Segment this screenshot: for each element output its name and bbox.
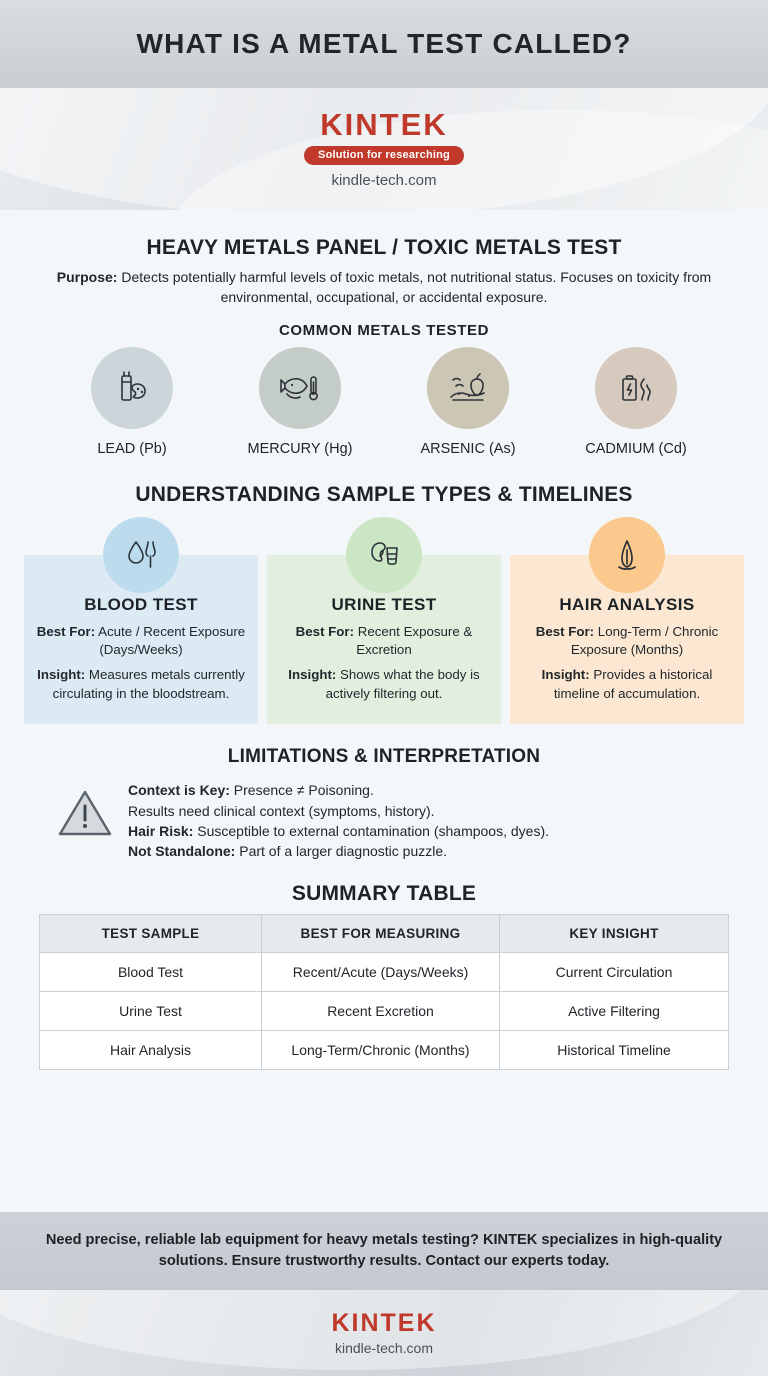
table-cell: Recent Excretion xyxy=(262,991,500,1030)
best-for-text: Long-Term / Chronic Exposure (Months) xyxy=(570,623,719,658)
sample-best-for xyxy=(277,623,491,660)
sample-name: HAIR ANALYSIS xyxy=(559,594,695,614)
footer-brand-name: KINTEK xyxy=(331,1309,437,1338)
panel-purpose xyxy=(22,268,746,308)
table-column-header: KEY INSIGHT xyxy=(500,914,729,952)
table-cell: Recent/Acute (Days/Weeks) xyxy=(262,952,500,991)
table-cell: Hair Analysis xyxy=(40,1030,262,1069)
blood-drop-icon xyxy=(103,517,179,593)
table-row xyxy=(40,991,729,1030)
table-row xyxy=(40,1030,729,1069)
limitations-text xyxy=(128,780,549,862)
panel-title: HEAVY METALS PANEL / TOXIC METALS TEST xyxy=(146,236,622,259)
insight-text: Shows what the body is actively filtering out. xyxy=(325,667,480,701)
brand-band xyxy=(0,88,768,210)
header-bar xyxy=(0,0,768,88)
footer-band xyxy=(0,1290,768,1376)
metals-row xyxy=(22,347,746,457)
metal-item xyxy=(569,347,703,457)
samples-title: UNDERSTANDING SAMPLE TYPES & TIMELINES xyxy=(135,482,633,506)
sample-name: BLOOD TEST xyxy=(84,594,198,614)
soil-apple-icon xyxy=(427,347,509,429)
limitation-label: Not Standalone: xyxy=(128,843,236,860)
limitation-value: Part of a larger diagnostic puzzle. xyxy=(235,843,448,860)
limitation-value: Susceptible to external contamination (shampoos, dyes). xyxy=(193,823,549,839)
best-for-label: Best For: xyxy=(535,623,595,639)
purpose-text: Detects potentially harmful levels of toxic metals, not nutritional status. Focuses on toxicity from environmental, occupational, or accidental exposure. xyxy=(117,269,712,305)
best-for-label: Best For: xyxy=(36,623,96,639)
table-cell: Long-Term/Chronic (Months) xyxy=(262,1030,500,1069)
limitations-block xyxy=(22,776,746,862)
metals-heading: COMMON METALS TESTED xyxy=(278,321,490,339)
metal-label: LEAD (Pb) xyxy=(97,440,167,457)
limitation-line xyxy=(128,841,549,861)
sample-insight xyxy=(277,666,491,703)
sample-best-for xyxy=(520,623,734,660)
sample-card-blood xyxy=(24,555,258,724)
purpose-label: Purpose: xyxy=(56,269,118,285)
kidney-beaker-icon xyxy=(346,517,422,593)
footer-brand-url: kindle-tech.com xyxy=(334,1339,434,1356)
insight-label: Insight: xyxy=(37,667,86,683)
metal-label: MERCURY (Hg) xyxy=(247,440,353,457)
cta-text: Need precise, reliable lab equipment for heavy metals testing? KINTEK specializes in high-quality solutions. Ensure trustworthy results. Contact our experts today. xyxy=(45,1232,723,1269)
metal-label: CADMIUM (Cd) xyxy=(585,440,687,457)
cta-band xyxy=(0,1212,768,1290)
limitation-label: Hair Risk: xyxy=(128,823,194,839)
limitation-label: Context is Key: xyxy=(128,782,230,799)
metal-label: ARSENIC (As) xyxy=(420,440,516,457)
best-for-text: Recent Exposure & Excretion xyxy=(354,623,473,658)
main-content xyxy=(0,210,768,1212)
limitation-line xyxy=(128,821,549,841)
best-for-label: Best For: xyxy=(295,623,355,639)
brand-name: KINTEK xyxy=(320,106,448,142)
table-cell: Current Circulation xyxy=(500,952,729,991)
table-cell: Historical Timeline xyxy=(500,1030,729,1069)
page-title: WHAT IS A METAL TEST CALLED? xyxy=(136,28,632,59)
table-header-row xyxy=(40,914,729,952)
limitation-value: Results need clinical context (symptoms, history). xyxy=(128,802,435,819)
summary-title: SUMMARY TABLE xyxy=(291,881,477,905)
sample-insight xyxy=(520,666,734,703)
insight-label: Insight: xyxy=(288,667,337,683)
fish-thermometer-icon xyxy=(259,347,341,429)
table-cell: Urine Test xyxy=(40,991,262,1030)
table-cell: Active Filtering xyxy=(500,991,729,1030)
metal-item xyxy=(65,347,199,457)
sample-name: URINE TEST xyxy=(331,594,437,614)
limitation-line xyxy=(128,801,549,821)
table-column-header: TEST SAMPLE xyxy=(40,914,262,952)
hair-follicle-icon xyxy=(589,517,665,593)
lead-paint-icon xyxy=(91,347,173,429)
summary-table xyxy=(39,914,729,1070)
sample-insight xyxy=(34,666,248,703)
table-column-header: BEST FOR MEASURING xyxy=(262,914,500,952)
brand-url: kindle-tech.com xyxy=(331,172,437,190)
insight-label: Insight: xyxy=(541,667,590,683)
limitation-value: Presence ≠ Poisoning. xyxy=(229,782,374,799)
warning-triangle-icon xyxy=(56,786,114,845)
sample-card-urine xyxy=(267,555,501,724)
limitations-title: LIMITATIONS & INTERPRETATION xyxy=(227,746,541,768)
battery-smoke-icon xyxy=(595,347,677,429)
best-for-text: Acute / Recent Exposure (Days/Weeks) xyxy=(95,623,246,658)
metal-item xyxy=(233,347,367,457)
samples-row xyxy=(22,555,746,724)
sample-card-hair xyxy=(510,555,744,724)
brand-tagline: Solution for researching xyxy=(304,146,464,165)
metal-item xyxy=(401,347,535,457)
insight-text: Measures metals currently circulating in the bloodstream. xyxy=(52,667,245,701)
limitation-line xyxy=(128,780,549,800)
table-cell: Blood Test xyxy=(40,952,262,991)
insight-text: Provides a historical timeline of accumulation. xyxy=(553,667,713,701)
table-row xyxy=(40,952,729,991)
sample-best-for xyxy=(34,623,248,660)
